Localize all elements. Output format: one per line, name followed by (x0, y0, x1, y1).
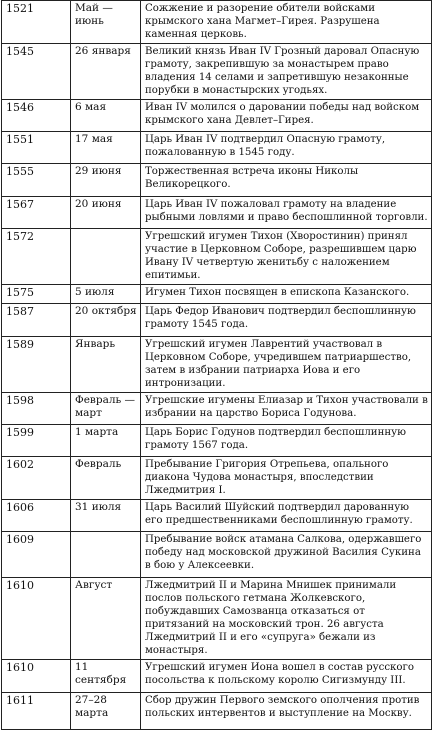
date-cell: 29 июня (71, 164, 141, 197)
date-cell: Август (71, 578, 141, 660)
table-row (2, 197, 432, 229)
date-cell (71, 532, 141, 578)
date-cell: Май — июнь (71, 1, 141, 44)
date-cell: 11 сентября (71, 660, 141, 693)
chronology-body (2, 1, 432, 730)
event-cell: Угрешский игумен Иона вошел в состав русского посольства к польскому королю Сигизмунду III. (141, 660, 432, 693)
table-row (2, 532, 432, 578)
year-cell: 1589 (2, 337, 71, 393)
date-cell: 5 июля (71, 285, 141, 304)
event-cell: Великий князь Иван IV Грозный даровал Опасную грамоту, закрепившую за монастырем право владения 14 селами и запретившую незаконные порубки в монастырских угодьях. (141, 44, 432, 100)
date-cell: 20 июня (71, 197, 141, 229)
event-cell: Царь Федор Иванович подтвердил беспошлинную грамоту 1545 года. (141, 304, 432, 337)
table-row (2, 1, 432, 44)
date-cell: 17 мая (71, 132, 141, 164)
chronology-table (1, 0, 432, 730)
year-cell: 1610 (2, 578, 71, 660)
table-row (2, 578, 432, 660)
table-row (2, 100, 432, 132)
table-row (2, 164, 432, 197)
event-cell: Царь Василий Шуйский подтвердил дарованную его предшественниками беспошлинную грамоту. (141, 500, 432, 532)
table-row (2, 393, 432, 425)
year-cell: 1606 (2, 500, 71, 532)
event-cell: Торжественная встреча иконы Николы Великорецкого. (141, 164, 432, 197)
year-cell: 1551 (2, 132, 71, 164)
year-cell: 1575 (2, 285, 71, 304)
event-cell: Царь Иван IV пожаловал грамоту на владение рыбными ловлями и право беспошлинной торговли. (141, 197, 432, 229)
event-cell: Угрешские игумены Елиазар и Тихон участвовали в избрании на царство Бориса Годунова. (141, 393, 432, 425)
event-cell: Игумен Тихон посвящен в епископа Казанского. (141, 285, 432, 304)
year-cell: 1567 (2, 197, 71, 229)
year-cell: 1609 (2, 532, 71, 578)
year-cell: 1545 (2, 44, 71, 100)
year-cell: 1602 (2, 457, 71, 500)
table-row (2, 337, 432, 393)
date-cell: 6 мая (71, 100, 141, 132)
event-cell: Лжедмитрий II и Марина Мнишек принимали послов польского гетмана Жолкевского, побуждавших Самозванца отказаться от притязаний на московский трон. 26 августа Лжедмитрий II и его «супруга» бежали из монастыря. (141, 578, 432, 660)
table-row (2, 229, 432, 285)
year-cell: 1611 (2, 693, 71, 730)
event-cell: Царь Иван IV подтвердил Опасную грамоту, пожалованную в 1545 году. (141, 132, 432, 164)
event-cell: Угрешский игумен Тихон (Хворостинин) принял участие в Церковном Соборе, разрешившем царю Ивану IV четвертую женитьбу с наложением епитимьи. (141, 229, 432, 285)
event-cell: Пребывание войск атамана Салкова, одержавшего победу над московской дружиной Василия Сукина в бою у Алексеевки. (141, 532, 432, 578)
date-cell: Февраль — март (71, 393, 141, 425)
year-cell: 1587 (2, 304, 71, 337)
year-cell: 1598 (2, 393, 71, 425)
table-row (2, 693, 432, 730)
year-cell: 1599 (2, 425, 71, 457)
table-row (2, 457, 432, 500)
event-cell: Угрешский игумен Лаврентий участвовал в Церковном Соборе, учредившем патриаршество, затем в избрании патриарха Иова и его интронизации. (141, 337, 432, 393)
date-cell: 27–28 марта (71, 693, 141, 730)
table-row (2, 285, 432, 304)
event-cell: Пребывание Григория Отрепьева, опального диакона Чудова монастыря, впоследствии Лжедмитрия I. (141, 457, 432, 500)
table-row (2, 44, 432, 100)
date-cell: 26 января (71, 44, 141, 100)
event-cell: Иван IV молился о даровании победы над войском крымского хана Девлет–Гирея. (141, 100, 432, 132)
date-cell: 20 октября (71, 304, 141, 337)
date-cell: 1 марта (71, 425, 141, 457)
year-cell: 1610 (2, 660, 71, 693)
year-cell: 1555 (2, 164, 71, 197)
table-row (2, 500, 432, 532)
event-cell: Царь Борис Годунов подтвердил беспошлинную грамоту 1567 года. (141, 425, 432, 457)
date-cell: 31 июля (71, 500, 141, 532)
table-row (2, 660, 432, 693)
event-cell: Сбор дружин Первого земского ополчения против польских интервентов и выступление на Москву. (141, 693, 432, 730)
event-cell: Сожжение и разорение обители войсками крымского хана Магмет–Гирея. Разрушена каменная церковь. (141, 1, 432, 44)
table-row (2, 132, 432, 164)
year-cell: 1546 (2, 100, 71, 132)
date-cell: Февраль (71, 457, 141, 500)
year-cell: 1572 (2, 229, 71, 285)
date-cell (71, 229, 141, 285)
date-cell: Январь (71, 337, 141, 393)
year-cell: 1521 (2, 1, 71, 44)
table-row (2, 304, 432, 337)
table-row (2, 425, 432, 457)
